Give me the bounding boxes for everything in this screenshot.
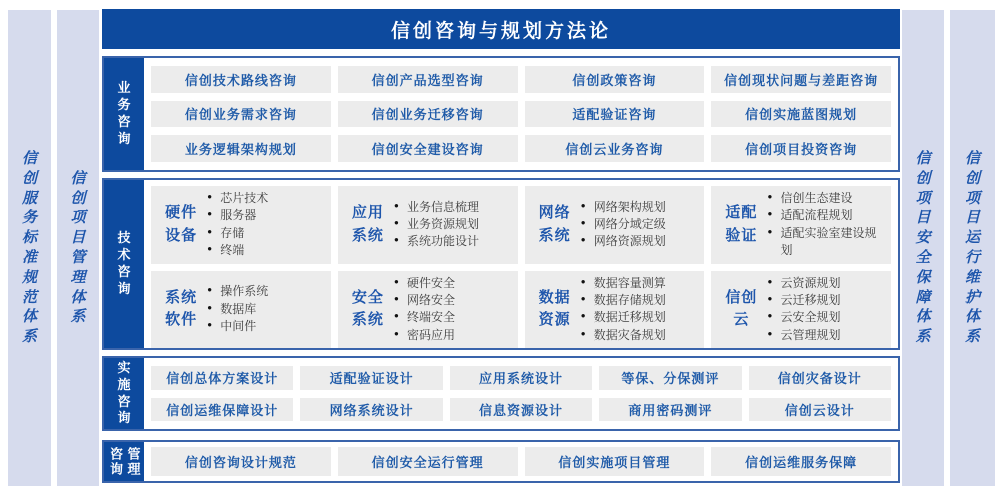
section-label-business <box>104 58 144 170</box>
tech-card <box>525 186 705 264</box>
bullet-item: ● 系统功能设计 <box>394 233 512 250</box>
side-bar-service-standard-system <box>8 10 51 486</box>
bullet-item: ● 数据库 <box>207 301 325 318</box>
tech-card-bullets <box>768 190 886 260</box>
bullet-item: ● 服务器 <box>207 207 325 224</box>
tech-card-bullets <box>207 283 325 335</box>
tech-card-title: 安全系统 <box>351 288 384 329</box>
section-item: 信创云设计 <box>749 398 891 422</box>
section-item: 信创总体方案设计 <box>151 366 293 390</box>
bullet-item: ● 数据存储规划 <box>581 292 699 309</box>
section-item: 适配验证咨询 <box>525 101 705 128</box>
side-bar-project-management-system <box>57 10 99 486</box>
tech-card <box>711 271 891 349</box>
section-item: 信创技术路线咨询 <box>151 66 331 93</box>
side-bar-operation-maintenance-system <box>950 10 995 486</box>
bullet-item: ● 云迁移规划 <box>768 292 886 309</box>
bullet-item: ● 适配流程规划 <box>768 207 886 224</box>
tech-card-bullets <box>207 190 325 260</box>
bullet-item: ● 数据灾备规划 <box>581 327 699 344</box>
bullet-item: ● 芯片技术 <box>207 190 325 207</box>
side-bar-label: 信创项目运行维护体系 <box>964 150 980 346</box>
bullet-item: ● 云资源规划 <box>768 275 886 292</box>
section-item: 信创运维保障设计 <box>151 398 293 422</box>
diagram-title-bar <box>102 9 900 49</box>
section-item: 信创咨询设计规范 <box>151 447 331 476</box>
tech-card <box>151 271 331 349</box>
tech-card <box>338 186 518 264</box>
section-business-consulting <box>102 56 900 172</box>
tech-card-title: 数据资源 <box>538 288 571 329</box>
side-bar-label: 信创项目管理体系 <box>70 169 86 326</box>
section-item: 应用系统设计 <box>450 366 592 390</box>
tech-card <box>711 186 891 264</box>
section-label-technical <box>104 180 144 348</box>
bullet-item: ● 业务资源规划 <box>394 216 512 233</box>
main-panel <box>102 0 900 496</box>
bullet-item: ● 存储 <box>207 225 325 242</box>
bullet-item: ● 数据容量测算 <box>581 275 699 292</box>
side-bar-label: 信创项目安全保障体系 <box>915 150 931 346</box>
bullet-item: ● 硬件安全 <box>394 275 512 292</box>
section-item: 信创现状问题与差距咨询 <box>711 66 891 93</box>
tech-card-bullets <box>581 199 699 251</box>
section-label-text: 技术咨询 <box>117 230 131 296</box>
tech-card <box>525 271 705 349</box>
section-item: 信创业务迁移咨询 <box>338 101 518 128</box>
bullet-item: ● 密码应用 <box>394 327 512 344</box>
section-item: 适配验证设计 <box>300 366 442 390</box>
section-label-text: 业务咨询 <box>117 80 131 146</box>
bullet-item: ● 终端安全 <box>394 309 512 326</box>
section-technical-consulting <box>102 178 900 350</box>
section-item: 信创安全建设咨询 <box>338 135 518 162</box>
section-item: 信息资源设计 <box>450 398 592 422</box>
diagram-title: 信创咨询与规划方法论 <box>390 20 611 42</box>
bullet-item: ● 适配实验室建设规划 <box>768 225 886 260</box>
section-label-implementation <box>104 358 144 429</box>
section-cards-grid <box>144 180 898 348</box>
section-item: 信创产品选型咨询 <box>338 66 518 93</box>
section-items-grid <box>144 358 898 429</box>
tech-card-title: 应用系统 <box>351 204 384 244</box>
bullet-item: ● 网络分域定级 <box>581 216 699 233</box>
section-item: 信创项目投资咨询 <box>711 135 891 162</box>
section-item: 信创安全运行管理 <box>338 447 518 476</box>
bullet-item: ● 终端 <box>207 242 325 259</box>
bullet-item: ● 操作系统 <box>207 283 325 300</box>
bullet-item: ● 网络资源规划 <box>581 233 699 250</box>
section-items-grid <box>144 58 898 170</box>
bullet-item: ● 业务信息梳理 <box>394 199 512 216</box>
section-item: 信创实施项目管理 <box>525 447 705 476</box>
section-item: 信创实施蓝图规划 <box>711 101 891 128</box>
tech-card <box>338 271 518 349</box>
section-label-text: 实施咨询 <box>117 359 131 426</box>
bullet-item: ● 信创生态建设 <box>768 190 886 207</box>
section-item: 业务逻辑架构规划 <box>151 135 331 162</box>
section-implementation-consulting <box>102 356 900 431</box>
bullet-item: ● 网络安全 <box>394 292 512 309</box>
section-label-management <box>104 442 144 481</box>
section-items-grid <box>144 442 898 481</box>
bullet-item: ● 云管理规划 <box>768 327 886 344</box>
tech-card-title: 适配验证 <box>725 204 758 244</box>
section-label-text: 咨询管理 <box>108 446 141 477</box>
bullet-item: ● 中间件 <box>207 318 325 335</box>
side-bar-project-security-system <box>902 10 944 486</box>
side-bar-label: 信创服务标准规范体系 <box>21 150 37 346</box>
tech-card-title: 硬件设备 <box>165 204 198 244</box>
section-item: 信创运维服务保障 <box>711 447 891 476</box>
tech-card-bullets <box>581 275 699 345</box>
section-item: 网络系统设计 <box>300 398 442 422</box>
section-item: 信创政策咨询 <box>525 66 705 93</box>
tech-card-bullets <box>768 275 886 345</box>
bullet-item: ● 数据迁移规划 <box>581 309 699 326</box>
bullet-item: ● 云安全规划 <box>768 309 886 326</box>
tech-card-bullets <box>394 275 512 345</box>
tech-card-title: 信创云 <box>725 288 758 329</box>
tech-card-bullets <box>394 199 512 251</box>
section-item: 信创云业务咨询 <box>525 135 705 162</box>
section-item: 信创灾备设计 <box>749 366 891 390</box>
tech-card-title: 系统软件 <box>165 288 198 329</box>
bullet-item: ● 网络架构规划 <box>581 199 699 216</box>
tech-card <box>151 186 331 264</box>
section-item: 信创业务需求咨询 <box>151 101 331 128</box>
section-item: 商用密码测评 <box>599 398 741 422</box>
section-consulting-management <box>102 440 900 483</box>
tech-card-title: 网络系统 <box>538 204 571 244</box>
section-item: 等保、分保测评 <box>599 366 741 390</box>
